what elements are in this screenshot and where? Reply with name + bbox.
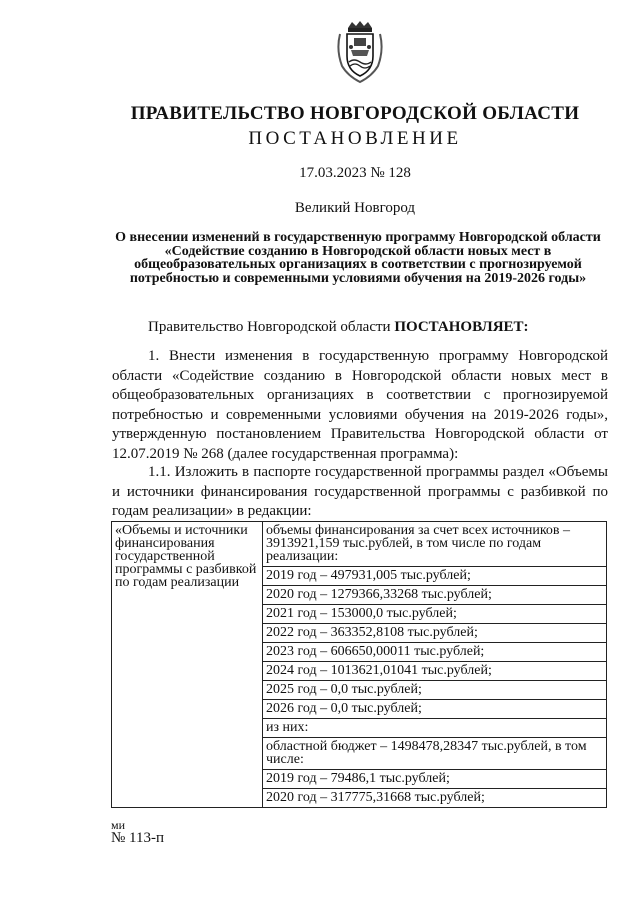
table-left-cell: «Объемы и источники финансирования государственной программы с разбивкой по годам реализации [112,522,263,808]
document-code: № 113-п [111,830,165,846]
table-cell: объемы финансирования за счет всех источников – 3913921,159 тыс.рублей, в том числе по годам реализации: [263,522,607,567]
date-number: 17.03.2023 № 128 [299,165,411,181]
decree-prefix: Правительство Новгородской области [148,319,395,335]
city: Великий Новгород [294,200,416,216]
table-cell: 2020 год – 317775,31668 тыс.рублей; [263,789,607,808]
table-cell: 2026 год – 0,0 тыс.рублей; [263,700,607,719]
table-cell: 2019 год – 79486,1 тыс.рублей; [263,770,607,789]
document-subject: О внесении изменений в государственную программу Новгородской области «Содействие созданию в Новгородской области новых мест в общеобразовательных организациях в соответствии с прогнозируемой потребностью и современными условиями обучения на 2019-2026 годы» [115,230,601,286]
table-cell: 2025 год – 0,0 тыс.рублей; [263,681,607,700]
funding-table [111,521,607,808]
table-cell: 2021 год – 153000,0 тыс.рублей; [263,605,607,624]
table-cell: из них: [263,719,607,738]
paragraph-1-1: 1.1. Изложить в паспорте государственной программы раздел «Объемы и источники финансирования государственной программы с разбивкой по годам реализации» в редакции: [112,464,608,519]
novgorod-coat-of-arms-icon [334,20,386,84]
document-type: ПОСТАНОВЛЕНИЕ [248,128,462,149]
decree-word: ПОСТАНОВЛЯЕТ: [394,319,529,335]
paragraph-1: 1. Внести изменения в государственную программу Новгородской области «Содействие созданию в Новгородской области новых мест в общеобразовательных организациях в соответствии с прогнозируемой потребностью и современными условиями обучения на 2019-2026 годы», утвержденную постановлением Правительства Новгородской области от 12.07.2019 № 268 (далее государственная программа): [112,348,608,462]
table-cell: 2020 год – 1279366,33268 тыс.рублей; [263,586,607,605]
table-cell: областной бюджет – 1498478,28347 тыс.рублей, в том числе: [263,738,607,770]
table-cell: 2024 год – 1013621,01041 тыс.рублей; [263,662,607,681]
decree-line [148,319,529,336]
executor-initials: ми [111,818,126,832]
table-row [112,522,607,567]
organization-title: ПРАВИТЕЛЬСТВО НОВГОРОДСКОЙ ОБЛАСТИ [130,103,580,124]
table-cell: 2022 год – 363352,8108 тыс.рублей; [263,624,607,643]
table-cell: 2019 год – 497931,005 тыс.рублей; [263,567,607,586]
table-cell: 2023 год – 606650,00011 тыс.рублей; [263,643,607,662]
